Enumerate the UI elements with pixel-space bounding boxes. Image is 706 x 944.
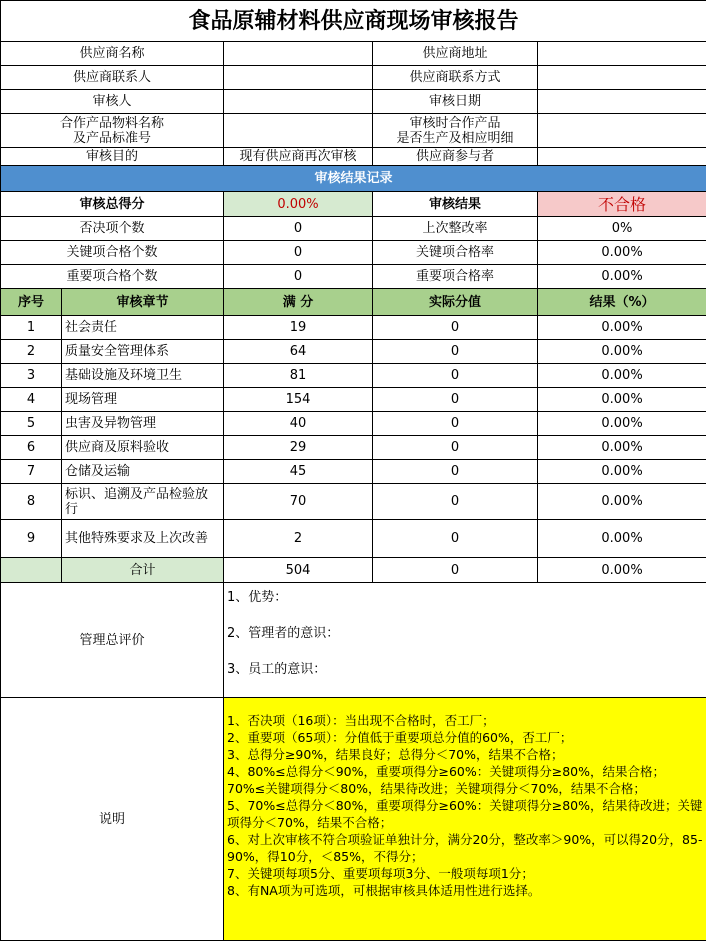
total-row-full: 504 bbox=[224, 558, 373, 583]
audit-date-label: 审核日期 bbox=[373, 90, 538, 114]
evaluation-item: 1、优势： bbox=[227, 590, 288, 605]
row-no: 7 bbox=[1, 460, 62, 484]
note-item: 2、重要项（65项）：分值低于重要项总分值的60%，否工厂； bbox=[227, 730, 573, 745]
audit-result-value: 不合格 bbox=[538, 192, 706, 217]
major-pass-rate-label: 重要项合格率 bbox=[373, 265, 538, 289]
supplier-contact-method-label: 供应商联系方式 bbox=[373, 66, 538, 90]
row-full: 64 bbox=[224, 340, 373, 364]
row-actual[interactable]: 0 bbox=[373, 520, 538, 558]
row-result: 0.00% bbox=[538, 316, 706, 340]
table-row bbox=[1, 364, 706, 388]
table-row bbox=[1, 412, 706, 436]
row-section: 标识、追溯及产品检验放行 bbox=[62, 484, 224, 520]
row-no: 2 bbox=[1, 340, 62, 364]
row-full: 40 bbox=[224, 412, 373, 436]
table-row bbox=[1, 520, 706, 558]
participant-label: 供应商参与者 bbox=[373, 148, 538, 166]
notes-label: 说明 bbox=[1, 698, 224, 941]
row-section: 社会责任 bbox=[62, 316, 224, 340]
major-pass-rate-value: 0.00% bbox=[538, 265, 706, 289]
supplier-contact-method-value[interactable] bbox=[538, 66, 706, 90]
header-no: 序号 bbox=[1, 289, 62, 316]
key-pass-count-label: 关键项合格个数 bbox=[1, 241, 224, 265]
purpose-value[interactable]: 现有供应商再次审核 bbox=[224, 148, 373, 166]
row-actual[interactable]: 0 bbox=[373, 340, 538, 364]
total-row-actual: 0 bbox=[373, 558, 538, 583]
row-result: 0.00% bbox=[538, 484, 706, 520]
note-item: 3、总得分≥90%，结果良好；总得分＜70%，结果不合格； bbox=[227, 747, 564, 762]
major-pass-count-label: 重要项合格个数 bbox=[1, 265, 224, 289]
row-actual[interactable]: 0 bbox=[373, 484, 538, 520]
auditor-label: 审核人 bbox=[1, 90, 224, 114]
header-full-score: 满 分 bbox=[224, 289, 373, 316]
row-full: 154 bbox=[224, 388, 373, 412]
row-no: 3 bbox=[1, 364, 62, 388]
report-title: 食品原辅材料供应商现场审核报告 bbox=[1, 1, 706, 42]
supplier-name-value[interactable] bbox=[224, 42, 373, 66]
row-section: 仓储及运输 bbox=[62, 460, 224, 484]
total-row-label: 合计 bbox=[62, 558, 224, 583]
evaluation-label: 管理总评价 bbox=[1, 583, 224, 698]
product-name-label bbox=[1, 114, 224, 148]
row-section: 基础设施及环境卫生 bbox=[62, 364, 224, 388]
note-item: 4、80%≤总得分＜90%，重要项得分≥60%：关键项得分≥80%，结果合格；70%≤关键项得分＜80%，结果待改进；关键项得分＜70%，结果不合格； bbox=[227, 764, 666, 796]
audit-result-label: 审核结果 bbox=[373, 192, 538, 217]
total-row-blank bbox=[1, 558, 62, 583]
veto-count-label: 否决项个数 bbox=[1, 217, 224, 241]
note-item: 8、有NA项为可选项，可根据审核具体适用性进行选择。 bbox=[227, 883, 541, 898]
row-section: 质量安全管理体系 bbox=[62, 340, 224, 364]
key-pass-rate-label: 关键项合格率 bbox=[373, 241, 538, 265]
header-actual-score: 实际分值 bbox=[373, 289, 538, 316]
notes-content bbox=[224, 698, 706, 941]
auditor-value[interactable] bbox=[224, 90, 373, 114]
results-section-header: 审核结果记录 bbox=[1, 166, 706, 192]
total-score-label: 审核总得分 bbox=[1, 192, 224, 217]
table-row bbox=[1, 436, 706, 460]
production-value[interactable] bbox=[538, 114, 706, 148]
row-actual[interactable]: 0 bbox=[373, 436, 538, 460]
note-item: 6、对上次审核不符合项验证单独计分，满分20分，整改率＞90%，可以得20分，85-90%，得10分，＜85%，不得分； bbox=[227, 832, 703, 864]
production-label-line2: 是否生产及相应明细 bbox=[396, 130, 514, 146]
major-pass-count-value: 0 bbox=[224, 265, 373, 289]
supplier-contact-value[interactable] bbox=[224, 66, 373, 90]
total-score-value: 0.00% bbox=[224, 192, 373, 217]
table-row bbox=[1, 388, 706, 412]
note-item: 7、关键项每项5分、重要项每项3分、一般项每项1分； bbox=[227, 866, 534, 881]
row-full: 45 bbox=[224, 460, 373, 484]
header-section: 审核章节 bbox=[62, 289, 224, 316]
row-result: 0.00% bbox=[538, 460, 706, 484]
supplier-address-value[interactable] bbox=[538, 42, 706, 66]
participant-value[interactable] bbox=[538, 148, 706, 166]
evaluation-content[interactable] bbox=[224, 583, 706, 698]
row-no: 1 bbox=[1, 316, 62, 340]
note-item: 1、否决项（16项）：当出现不合格时，否工厂； bbox=[227, 713, 495, 728]
last-rectify-value: 0% bbox=[538, 217, 706, 241]
row-actual[interactable]: 0 bbox=[373, 412, 538, 436]
row-result: 0.00% bbox=[538, 388, 706, 412]
product-name-label-line1: 合作产品物料名称 bbox=[59, 115, 164, 131]
row-result: 0.00% bbox=[538, 364, 706, 388]
row-section: 其他特殊要求及上次改善 bbox=[62, 520, 224, 558]
row-result: 0.00% bbox=[538, 520, 706, 558]
row-section: 供应商及原料验收 bbox=[62, 436, 224, 460]
row-full: 70 bbox=[224, 484, 373, 520]
production-label-line1: 审核时合作产品 bbox=[409, 115, 501, 131]
row-no: 5 bbox=[1, 412, 62, 436]
evaluation-item: 3、员工的意识： bbox=[227, 662, 327, 677]
row-full: 19 bbox=[224, 316, 373, 340]
score-table-header bbox=[1, 289, 706, 316]
table-row bbox=[1, 484, 706, 520]
table-row bbox=[1, 316, 706, 340]
supplier-name-label: 供应商名称 bbox=[1, 42, 224, 66]
supplier-address-label: 供应商地址 bbox=[373, 42, 538, 66]
note-item: 5、70%≤总得分＜80%，重要项得分≥60%：关键项得分≥80%，结果待改进；关键项得分＜70%，结果不合格； bbox=[227, 798, 703, 830]
total-row bbox=[1, 558, 706, 583]
product-name-value[interactable] bbox=[224, 114, 373, 148]
table-row bbox=[1, 340, 706, 364]
row-result: 0.00% bbox=[538, 340, 706, 364]
row-full: 2 bbox=[224, 520, 373, 558]
row-no: 4 bbox=[1, 388, 62, 412]
row-actual[interactable]: 0 bbox=[373, 364, 538, 388]
last-rectify-label: 上次整改率 bbox=[373, 217, 538, 241]
key-pass-rate-value: 0.00% bbox=[538, 241, 706, 265]
total-row-result: 0.00% bbox=[538, 558, 706, 583]
evaluation-item: 2、管理者的意识： bbox=[227, 626, 340, 641]
supplier-contact-label: 供应商联系人 bbox=[1, 66, 224, 90]
production-label bbox=[373, 114, 538, 148]
audit-date-value[interactable] bbox=[538, 90, 706, 114]
row-actual[interactable]: 0 bbox=[373, 316, 538, 340]
product-name-label-line2: 及产品标准号 bbox=[72, 130, 151, 146]
row-no: 8 bbox=[1, 484, 62, 520]
row-result: 0.00% bbox=[538, 436, 706, 460]
row-result: 0.00% bbox=[538, 412, 706, 436]
row-no: 6 bbox=[1, 436, 62, 460]
row-no: 9 bbox=[1, 520, 62, 558]
row-actual[interactable]: 0 bbox=[373, 460, 538, 484]
header-result: 结果（%） bbox=[538, 289, 706, 316]
row-full: 29 bbox=[224, 436, 373, 460]
veto-count-value: 0 bbox=[224, 217, 373, 241]
table-row bbox=[1, 460, 706, 484]
row-section: 现场管理 bbox=[62, 388, 224, 412]
key-pass-count-value: 0 bbox=[224, 241, 373, 265]
row-section: 虫害及异物管理 bbox=[62, 412, 224, 436]
purpose-label: 审核目的 bbox=[1, 148, 224, 166]
row-full: 81 bbox=[224, 364, 373, 388]
row-actual[interactable]: 0 bbox=[373, 388, 538, 412]
